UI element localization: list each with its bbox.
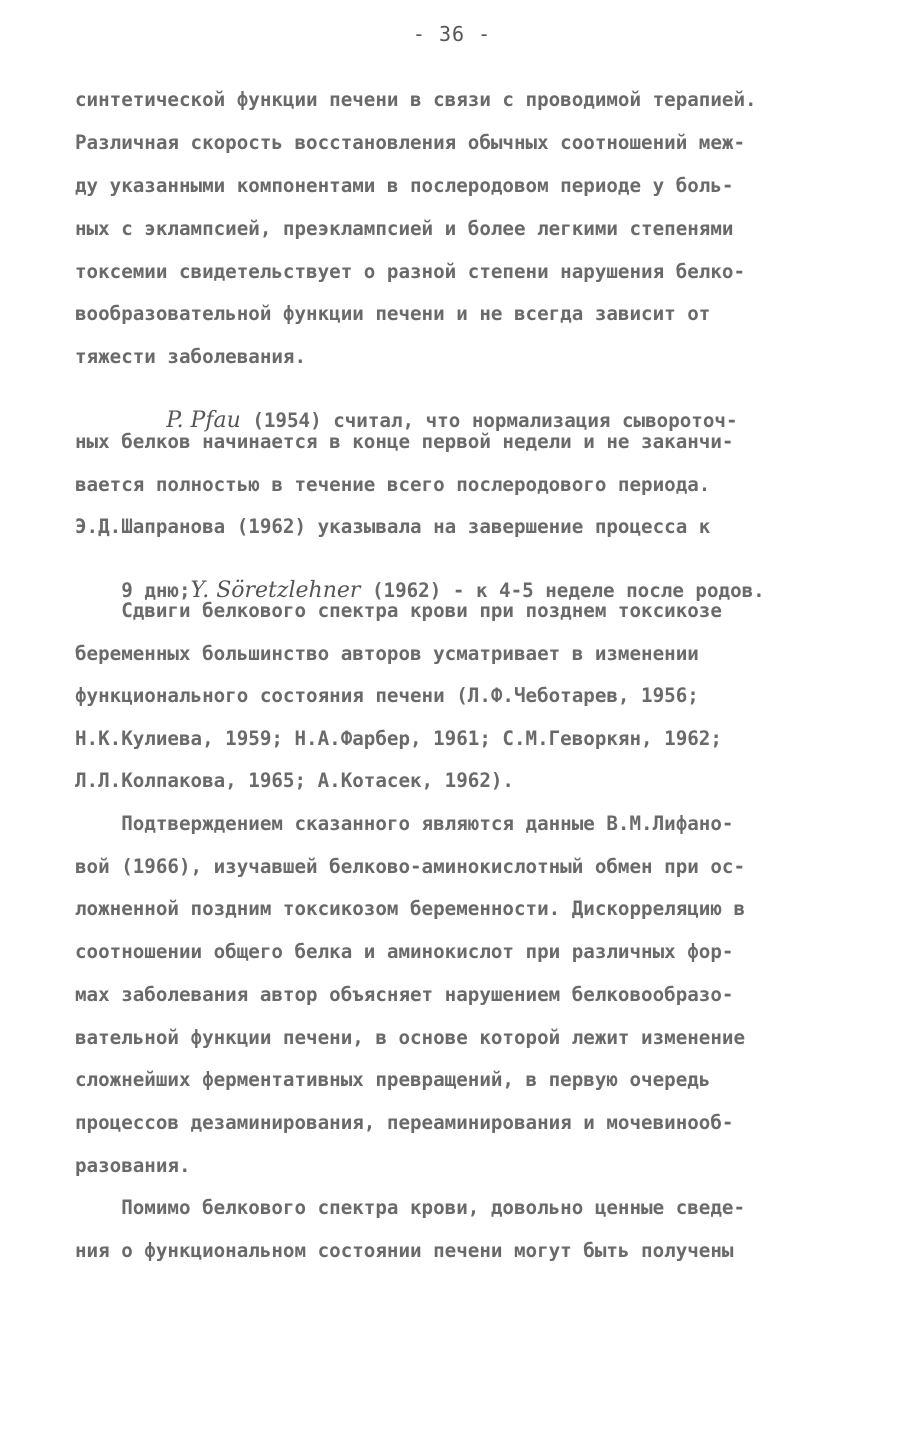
handwritten-author-goretzlehner: Y. Söretzlehner <box>190 578 361 603</box>
text-line: Подтверждением сказанного являются данные В.М.Лифано- <box>75 812 734 835</box>
text-line-segment: (1962) - к 4-5 неделе после родов. <box>360 579 765 602</box>
text-line: сложнейших ферментативных превращений, в первую очередь <box>75 1068 711 1091</box>
text-line-segment: 9 дню; <box>121 579 191 602</box>
text-line: тяжести заболевания. <box>75 345 307 368</box>
text-line: Н.К.Кулиева, 1959; Н.А.Фарбер, 1961; С.М.Геворкян, 1962; <box>75 727 722 750</box>
text-line: ных белков начинается в конце первой недели и не заканчи- <box>75 430 734 453</box>
text-line: Помимо белкового спектра крови, довольно ценные сведе- <box>75 1196 746 1219</box>
text-line: токсемии свидетельствует о разной степени нарушения белко- <box>75 260 746 283</box>
text-line: ния о функциональном состоянии печени могут быть получены <box>75 1239 734 1262</box>
text-line: Различная скорость восстановления обычных соотношений меж- <box>75 131 746 154</box>
text-line: ложненной поздним токсикозом беременности. Дискорреляцию в <box>75 897 746 920</box>
text-line: разования. <box>75 1154 191 1177</box>
text-line: соотношении общего белка и аминокислот при различных фор- <box>75 940 734 963</box>
text-line: Э.Д.Шапранова (1962) указывала на завершение процесса к <box>75 515 711 538</box>
text-line: беременных большинство авторов усматривает в изменении <box>75 642 699 665</box>
text-line-segment: (1954) считал, что нормализация сывороточ- <box>240 409 738 432</box>
text-line: синтетической функции печени в связи с проводимой терапией. <box>75 88 757 111</box>
text-line: вательной функции печени, в основе которой лежит изменение <box>75 1026 746 1049</box>
page-number: - 36 - <box>412 22 492 46</box>
text-line: процессов дезаминирования, переаминирования и мочевинооб- <box>75 1111 734 1134</box>
text-line: вается полностью в течение всего послеродового периода. <box>75 473 711 496</box>
text-line: ду указанными компонентами в послеродовом периоде у боль- <box>75 174 734 197</box>
handwritten-author-pfau: P. Pfau <box>166 408 241 433</box>
text-line: вой (1966), изучавшей белково-аминокислотный обмен при ос- <box>75 855 746 878</box>
text-line: ных с эклампсией, преэклампсией и более легкими степенями <box>75 217 734 240</box>
text-line: Л.Л.Колпакова, 1965; А.Котасек, 1962). <box>75 769 514 792</box>
text-line: функционального состояния печени (Л.Ф.Чеботарев, 1956; <box>75 684 699 707</box>
text-line: Сдвиги белкового спектра крови при позднем токсикозе <box>75 599 722 622</box>
text-line: вообразовательной функции печени и не всегда зависит от <box>75 302 711 325</box>
text-line: мах заболевания автор объясняет нарушением белковообразо- <box>75 983 734 1006</box>
